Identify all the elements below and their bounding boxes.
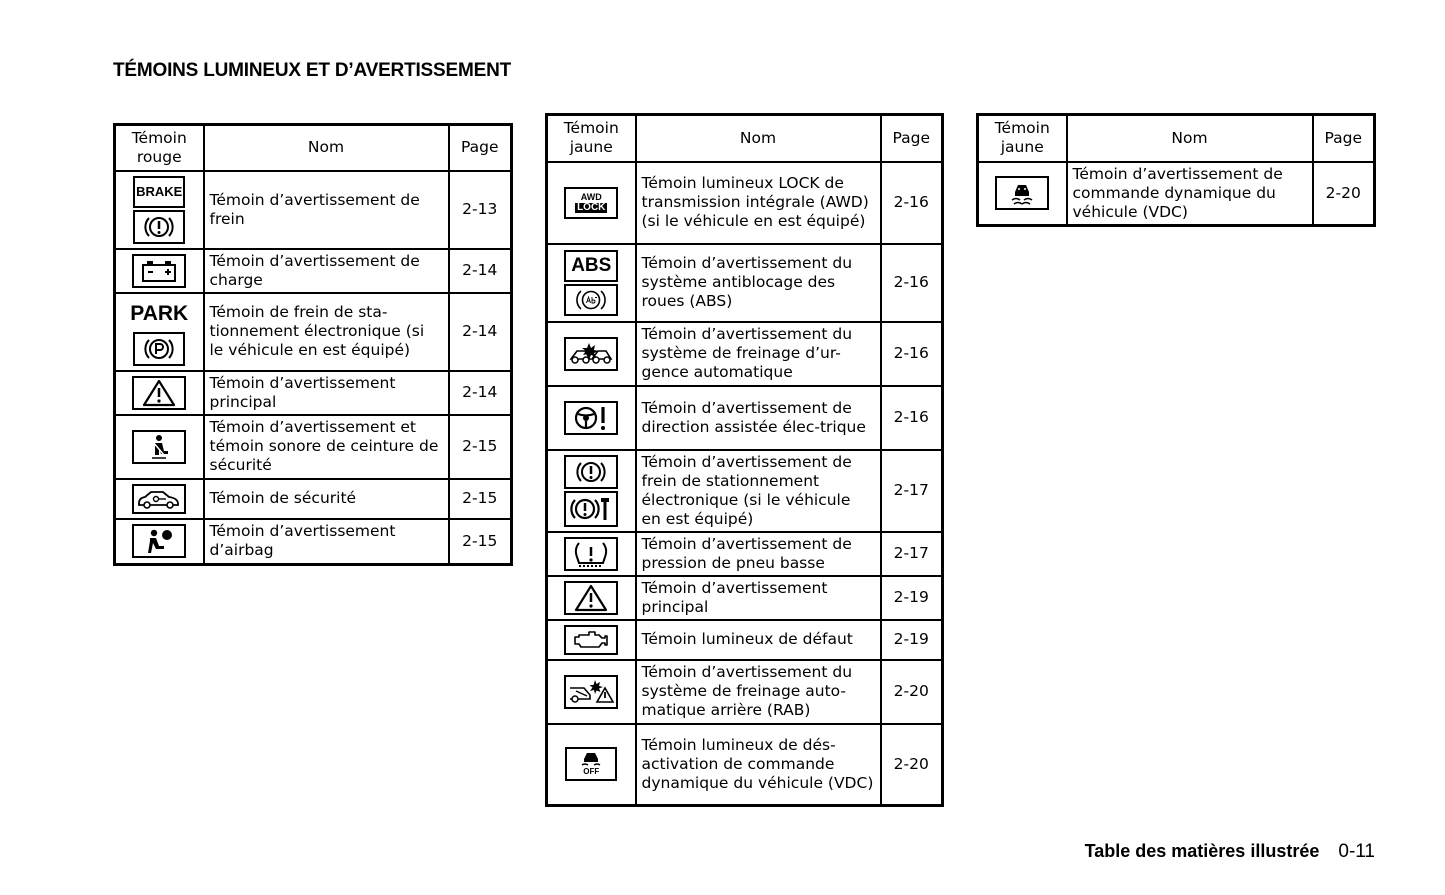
row-name: Témoin d’avertissement de direction assistée élec-trique xyxy=(636,386,881,450)
row-page: 2-15 xyxy=(449,519,512,565)
vdc-icon xyxy=(995,176,1049,210)
footer-section-title: Table des matières illustrée xyxy=(1084,841,1320,861)
table-row xyxy=(115,479,512,519)
header-icon: Témoin jaune xyxy=(978,115,1067,162)
engine-icon xyxy=(564,625,618,655)
airbag-icon xyxy=(132,524,186,558)
row-name: Témoin d’avertissement principal xyxy=(636,576,881,620)
header-page: Page xyxy=(881,115,943,162)
header-page: Page xyxy=(1313,115,1375,162)
power-steering-icon xyxy=(564,401,618,435)
table-row xyxy=(547,386,943,450)
row-name: Témoin lumineux de défaut xyxy=(636,620,881,660)
park-text-icon: PARK xyxy=(132,298,186,330)
row-page: 2-19 xyxy=(881,576,943,620)
table-row xyxy=(115,371,512,415)
table-row xyxy=(547,244,943,322)
table-row xyxy=(547,532,943,576)
tire-pressure-icon xyxy=(564,537,618,571)
row-name: Témoin de sécurité xyxy=(204,479,449,519)
table-row xyxy=(547,724,943,806)
header-name: Nom xyxy=(204,125,449,171)
abs-circle-icon xyxy=(564,284,618,316)
row-page: 2-14 xyxy=(449,249,512,293)
row-name: Témoin d’avertissement et témoin sonore de ceinture de sécurité xyxy=(204,415,449,479)
row-name: Témoin d’avertissement de pression de pneu basse xyxy=(636,532,881,576)
row-name: Témoin d’avertissement du système antiblocage des roues (ABS) xyxy=(636,244,881,322)
row-page: 2-14 xyxy=(449,293,512,371)
row-page: 2-15 xyxy=(449,479,512,519)
row-page: 2-20 xyxy=(881,724,943,806)
row-page: 2-17 xyxy=(881,532,943,576)
page-footer xyxy=(1085,841,1375,863)
row-name: Témoin d’avertissement d’airbag xyxy=(204,519,449,565)
row-name: Témoin d’avertissement de charge xyxy=(204,249,449,293)
battery-icon xyxy=(132,254,186,288)
row-name: Témoin lumineux de dés-activation de commande dynamique du véhicule (VDC) xyxy=(636,724,881,806)
header-name: Nom xyxy=(636,115,881,162)
row-page: 2-14 xyxy=(449,371,512,415)
row-name: Témoin d’avertissement du système de freinage d’ur-gence automatique xyxy=(636,322,881,386)
row-name: Témoin de frein de sta-tionnement électronique (si le véhicule en est équipé) xyxy=(204,293,449,371)
row-page: 2-16 xyxy=(881,244,943,322)
header-icon: Témoin jaune xyxy=(547,115,636,162)
row-page: 2-16 xyxy=(881,162,943,244)
vdc-off-icon: OFF xyxy=(565,747,617,781)
row-page: 2-19 xyxy=(881,620,943,660)
yellow-warning-lights-table xyxy=(545,113,944,807)
brake-circle-icon xyxy=(133,210,185,244)
row-name: Témoin d’avertissement de frein xyxy=(204,171,449,249)
row-name: Témoin d’avertissement de commande dynamique du véhicule (VDC) xyxy=(1067,162,1313,226)
row-page: 2-17 xyxy=(881,450,943,532)
table-row xyxy=(547,576,943,620)
brake-text-icon: BRAKE xyxy=(133,176,185,208)
header-icon: Témoin rouge xyxy=(115,125,204,171)
page-title: TÉMOINS LUMINEUX ET D’AVERTISSEMENT xyxy=(113,60,512,81)
table-row xyxy=(547,620,943,660)
table-row xyxy=(115,519,512,565)
awd-lock-icon: AWD LOCK xyxy=(564,187,618,219)
yellow-warning-lights-table-2 xyxy=(976,113,1376,227)
row-page: 2-20 xyxy=(881,660,943,724)
table-row xyxy=(115,249,512,293)
page-number: 0-11 xyxy=(1338,841,1375,862)
abs-text-icon: ABS xyxy=(564,250,618,282)
table-row xyxy=(547,162,943,244)
warning-triangle-icon xyxy=(564,581,618,615)
table-row xyxy=(115,415,512,479)
row-page: 2-20 xyxy=(1313,162,1375,226)
security-car-key-icon xyxy=(132,484,186,514)
row-page: 2-16 xyxy=(881,322,943,386)
row-name: Témoin d’avertissement du système de freinage auto-matique arrière (RAB) xyxy=(636,660,881,724)
brake-wrench-icon xyxy=(564,491,618,527)
row-name: Témoin d’avertissement de frein de stationnement électronique (si le véhicule en est équipé) xyxy=(636,450,881,532)
brake-circle-icon xyxy=(564,455,618,489)
table-row xyxy=(115,171,512,249)
emergency-braking-icon xyxy=(564,337,618,371)
row-name: Témoin d’avertissement principal xyxy=(204,371,449,415)
table-row xyxy=(547,322,943,386)
table-row xyxy=(978,162,1375,226)
warning-triangle-icon xyxy=(132,376,186,410)
row-page: 2-15 xyxy=(449,415,512,479)
row-name: Témoin lumineux LOCK de transmission intégrale (AWD) (si le véhicule en est équipé) xyxy=(636,162,881,244)
header-page: Page xyxy=(449,125,512,171)
table-row xyxy=(547,450,943,532)
row-page: 2-16 xyxy=(881,386,943,450)
row-page: 2-13 xyxy=(449,171,512,249)
rear-braking-icon xyxy=(564,675,618,709)
table-row xyxy=(115,293,512,371)
parking-brake-p-icon xyxy=(133,332,185,366)
seatbelt-icon xyxy=(132,430,186,464)
red-warning-lights-table xyxy=(113,123,513,566)
table-row xyxy=(547,660,943,724)
header-name: Nom xyxy=(1067,115,1313,162)
